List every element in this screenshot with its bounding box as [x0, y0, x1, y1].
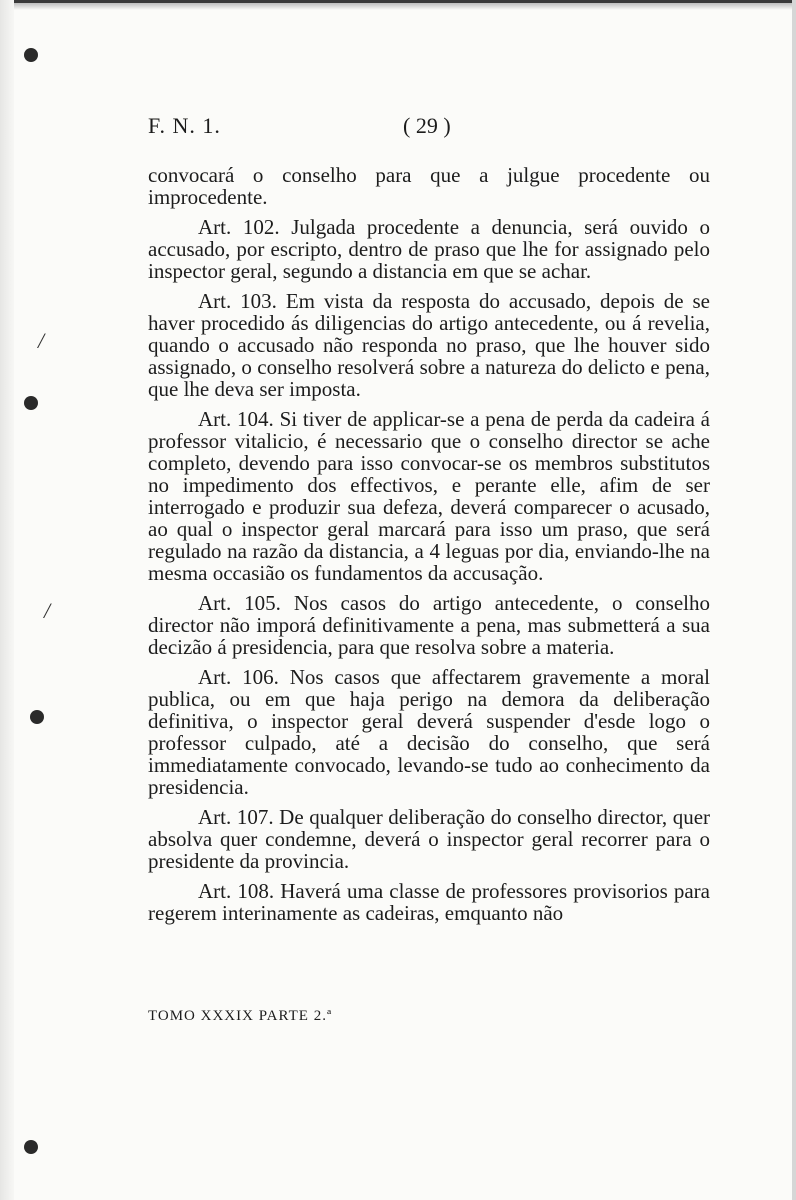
article-text: Haverá uma classe de professores provisorios para regerem interinamente as cadeiras, emquanto não — [148, 879, 710, 925]
paragraph-text: convocará o conselho para que a julgue procedente ou improcedente. — [148, 163, 710, 209]
article-107 — [148, 806, 710, 872]
article-label: Art. 104. — [198, 407, 274, 431]
article-text: Nos casos do artigo antecedente, o conselho director não imporá definitivamente a pena, mas submetterá a sua decizão á presidencia, para que resolva sobre a materia. — [148, 591, 711, 659]
article-label: Art. 108. — [198, 879, 275, 903]
page-number: ( 29 ) — [403, 113, 451, 138]
article-label: Art. 106. — [198, 665, 279, 689]
article-label: Art. 103. — [198, 289, 277, 313]
article-103 — [148, 290, 710, 400]
volume-footer: TOMO XXXIX PARTE 2.ª — [148, 1008, 333, 1024]
article-text: De qualquer deliberação do conselho director, quer absolva quer condemne, deverá o inspector geral recorrer para o presidente da provincia. — [148, 805, 711, 873]
page-top-edge — [0, 0, 796, 10]
article-102 — [148, 216, 710, 282]
binding-hole — [24, 1140, 38, 1154]
paragraph-continuation — [148, 164, 710, 208]
binding-hole — [24, 48, 38, 62]
article-106 — [148, 666, 710, 798]
article-label: Art. 107. — [198, 805, 274, 829]
article-104 — [148, 408, 710, 584]
article-text: Em vista da resposta do accusado, depois de se haver procedido ás diligencias do artigo antecedente, ou á revelia, quando o accusado não responda no praso, que lhe houver sido assignado, o conselho resolverá sobre a natureza do delicto e pena, que lhe deva ser imposta. — [148, 289, 710, 401]
article-108 — [148, 880, 710, 924]
page-header — [148, 113, 710, 143]
article-text: Julgada procedente a denuncia, será ouvido o accusado, por escripto, dentro de praso que lhe for assignado pelo inspector geral, segundo a distancia em que se achar. — [148, 215, 710, 283]
margin-pencil-mark: / — [38, 328, 45, 353]
binding-hole — [24, 396, 38, 410]
document-body — [148, 164, 710, 924]
article-text: Nos casos que affectarem gravemente a moral publica, ou em que haja perigo na demora da deliberação definitiva, o inspector geral deverá suspender d'esde logo o professor culpado, até a decisão do conselho, que será immediatamente convocado, levando-se tudo ao conhecimento da presidencia. — [148, 665, 710, 799]
margin-pencil-mark: / — [44, 598, 51, 623]
header-signature: F. N. 1. — [148, 113, 221, 138]
article-label: Art. 105. — [198, 591, 281, 615]
page-right-edge — [792, 0, 796, 1200]
article-label: Art. 102. — [198, 215, 280, 239]
binding-hole — [30, 710, 44, 724]
page-left-edge — [0, 0, 14, 1200]
article-text: Si tiver de applicar-se a pena de perda da cadeira á professor vitalicio, é necessario que o conselho director se ache completo, devendo para isso convocar-se os membros substitutos no impedimento dos effectivos, e perante elle, afim de ser interrogado e produzir sua defeza, deverá comparecer o acusado, ao qual o inspector geral marcará para isso um praso, que será regulado na razão da distancia, a 4 leguas por dia, enviando-lhe na mesma occasião os fundamentos da accusação. — [148, 407, 711, 585]
article-105 — [148, 592, 710, 658]
